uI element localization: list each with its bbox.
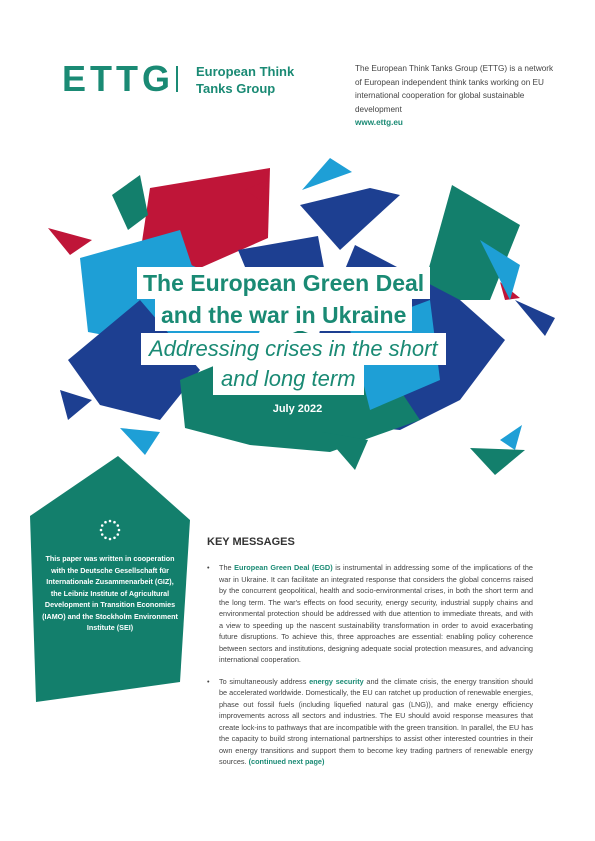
eu-star [117, 533, 120, 536]
eu-star [101, 524, 104, 527]
shape-navy-right [515, 300, 555, 336]
cover-subtitle-line2: and long term [213, 363, 364, 395]
eu-star [109, 538, 112, 541]
cover-subtitle-line1: Addressing crises in the short [141, 333, 446, 365]
eu-star [101, 533, 104, 536]
km2-pre: To simultaneously address [219, 676, 310, 686]
shape-blue-bottomright [500, 425, 522, 450]
shape-teal-topleft [112, 175, 148, 230]
eu-star [109, 520, 112, 523]
eu-star [117, 524, 120, 527]
cover-title-line2: and the war in Ukraine [155, 299, 412, 331]
eu-star [104, 537, 107, 540]
shape-blue-bottomleft [120, 428, 160, 455]
cover-title-line1: The European Green Deal [137, 267, 430, 299]
eu-star [104, 521, 107, 524]
km1-pre: The [219, 563, 235, 572]
key-message-item [207, 676, 533, 768]
cover-date: July 2022 [272, 403, 323, 415]
logo-name-line1: European Think [196, 64, 295, 79]
intro-text: The European Think Tanks Group (ETTG) is a network of European independent think tanks working on EU international cooperation for global sustainable development [355, 64, 554, 114]
cooperation-note: This paper was written in cooperation with the Deutsche Gesellschaft für Internationale Zusammenarbeit (GIZ), the Leibniz Institute of Agricultural Development in Transition Economies (IAMO) and the Stockholm Environment Institute (SEI) [42, 554, 178, 632]
ettg-logo: ETTG [62, 58, 174, 99]
km1-highlight: European Green Deal (EGD) [234, 563, 333, 572]
km2-highlight: energy security [309, 676, 364, 686]
km2-continued: (continued next page) [248, 757, 325, 766]
website-link[interactable]: www.ettg.eu [355, 118, 403, 127]
key-messages-heading: KEY MESSAGES [207, 536, 295, 548]
eu-star [113, 537, 116, 540]
eu-star [113, 521, 116, 524]
shape-teal-bottomright [470, 448, 525, 475]
logo-name-line2: Tanks Group [196, 81, 276, 96]
km2-post: and the climate crisis, the energy transition should be accelerated worldwide. Domestically, the EU can ratchet up production of renewable energies, phase out fossil fuels (including liquefied natural gas (LNG)), and make energy efficiency improvements across all sectors and industries. The EU should avoid response measures that create lock-ins to pathways that are incompatible with the green transition. In parallel, the EU has the capacity to build strong international partnerships to assist other interested countries in their own energy transitions and support them to become key trading partners of renewable energy sources. [219, 676, 533, 766]
key-message-item [207, 562, 533, 666]
eu-star [118, 529, 121, 532]
shape-red-left [48, 228, 92, 255]
eu-star [100, 529, 103, 532]
km1-post: is instrumental in addressing some of the implications of the war in Ukraine. It can facilitate an integrated response that considers the global concerns raised by the concurrent geopolitical, health and socio-environmental crises, in both the short term and the long term. The war's effects on food security, energy security, industrial supply chains and environmental protection should be addressed with due attention to immediate threats, and with a view to speeding up the nascent sustainability transformation in order to avoid exacerbating future disruptions. To achieve this, three approaches are essential: enabling policy coherence between sectors and institutions, designing adequate social protection measures, and advancing international cooperation. [219, 563, 533, 664]
key-messages-list [207, 562, 533, 778]
shape-blue-top [302, 158, 352, 190]
